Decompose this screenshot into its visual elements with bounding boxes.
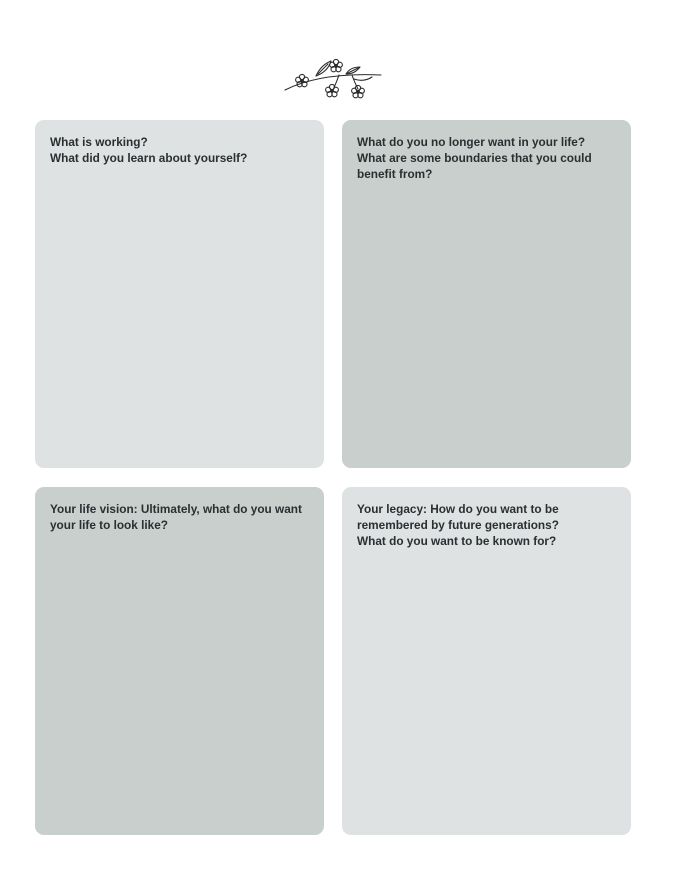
card-prompt: Your life vision: Ultimately, what do you want your life to look like? [50, 502, 302, 532]
journal-card-what-is-working[interactable] [35, 120, 324, 468]
journal-card-life-vision[interactable] [35, 487, 324, 835]
card-prompt: What is working? What did you learn about yourself? [50, 135, 248, 165]
card-prompt: Your legacy: How do you want to be remembered by future generations? What do you want to be known for? [357, 502, 559, 548]
card-prompt: What do you no longer want in your life? What are some boundaries that you could benefit from? [357, 135, 592, 181]
journal-card-no-longer-want[interactable] [342, 120, 631, 468]
floral-branch-icon [282, 57, 384, 101]
journal-card-legacy[interactable] [342, 487, 631, 835]
